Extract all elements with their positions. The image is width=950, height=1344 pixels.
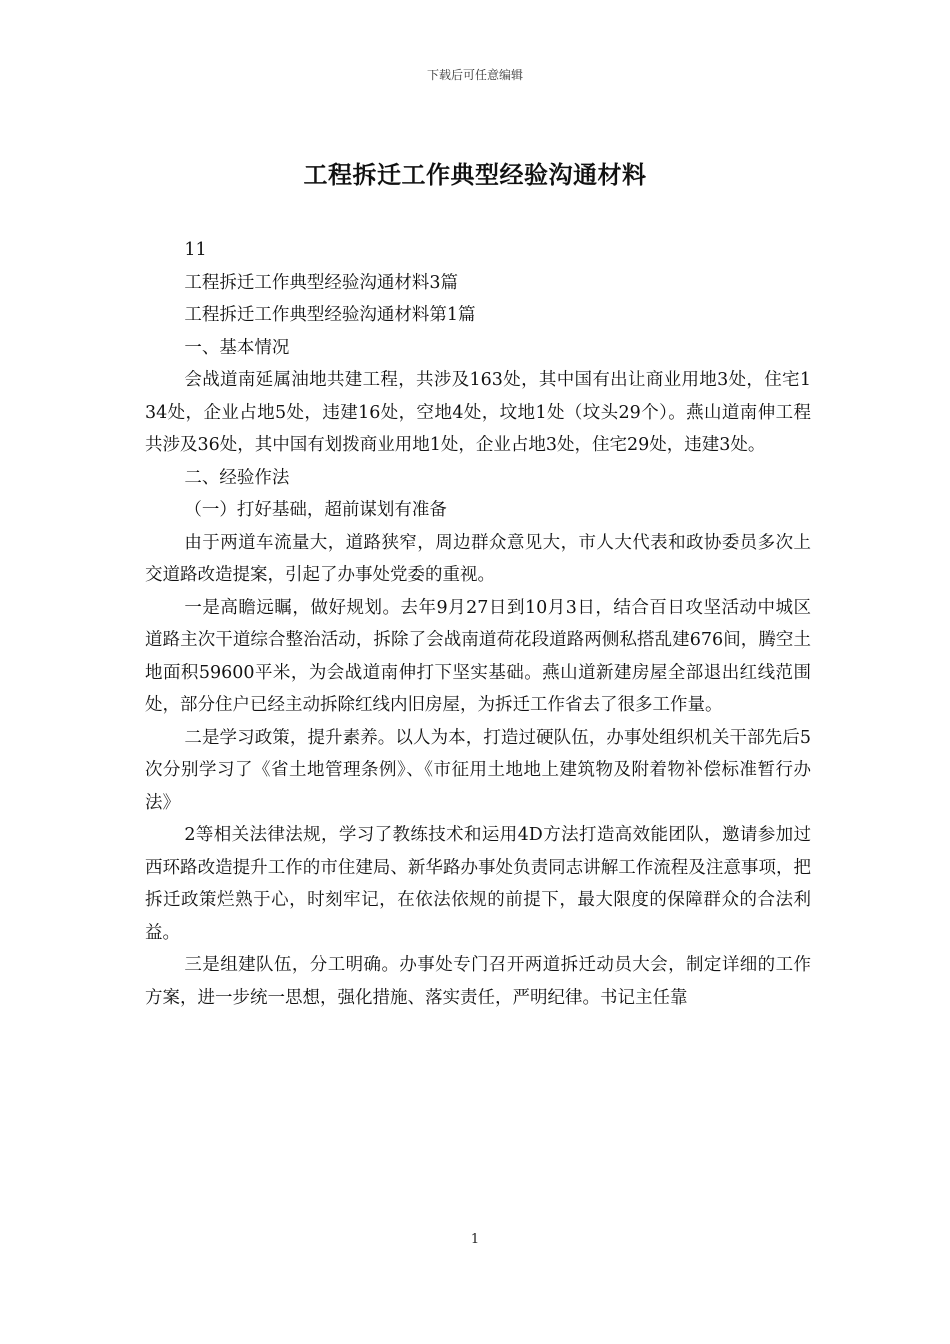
paragraph-planning: 一是高瞻远瞩，做好规划。去年9月27日到10月3日，结合百日攻坚活动中城区道路主次干道综合整治活动，拆除了会战南道荷花段道路两侧私搭乱建676间，腾空土地面积59600平米，为会战道南伸打下坚实基础。燕山道新建房屋全部退出红线范围处，部分住户已经主动拆除红线内旧房屋，为拆迁工作省去了很多工作量。 (145, 597, 811, 715)
page-number: 1 (470, 1232, 480, 1247)
document-title: 工程拆迁工作典型经验沟通材料 (303, 160, 647, 189)
paragraph-number: 11 (184, 240, 207, 260)
paragraph-basic-situation: 会战道南延属油地共建工程，共涉及163处，其中国有出让商业用地3处，住宅134处，企业占地5处，违建16处，空地4处，坟地1处（坟头29个）。燕山道南伸工程共涉及36处，其中国有划拨商业用地1处，企业占地3处，住宅29处，违建3处。 (145, 370, 811, 455)
section-heading-basic-situation: 一、基本情况 (184, 337, 290, 358)
header-note: 下载后可任意编辑 (426, 68, 523, 82)
subsection-heading-foundation: （一）打好基础，超前谋划有准备 (184, 500, 447, 520)
document-body (145, 234, 811, 1014)
paragraph-collection-title: 工程拆迁工作典型经验沟通材料3篇 (184, 272, 459, 293)
paragraph-policy-study: 二是学习政策，提升素养。以人为本，打造过硬队伍，办事处组织机关干部先后5次分别学习了《省土地管理条例》、《市征用土地地上建筑物及附着物补偿标准暂行办法》 (145, 727, 811, 813)
paragraph-regulations: 2等相关法律法规，学习了教练技术和运用4D方法打造高效能团队，邀请参加过西环路改造提升工作的市住建局、新华路办事处负责同志讲解工作流程及注意事项，把拆迁政策烂熟于心，时刻牢记，在依法依规的前提下，最大限度的保障群众的合法利益。 (145, 825, 811, 943)
section-heading-experience: 二、经验作法 (184, 467, 290, 488)
paragraph-team-building: 三是组建队伍，分工明确。办事处专门召开两道拆迁动员大会，制定详细的工作方案，进一步统一思想，强化措施、落实责任，严明纪律。书记主任靠 (145, 955, 811, 1008)
paragraph-part-title: 工程拆迁工作典型经验沟通材料第1篇 (184, 305, 476, 325)
paragraph-background: 由于两道车流量大，道路狭窄，周边群众意见大，市人大代表和政协委员多次上交道路改造提案，引起了办事处党委的重视。 (145, 532, 811, 585)
